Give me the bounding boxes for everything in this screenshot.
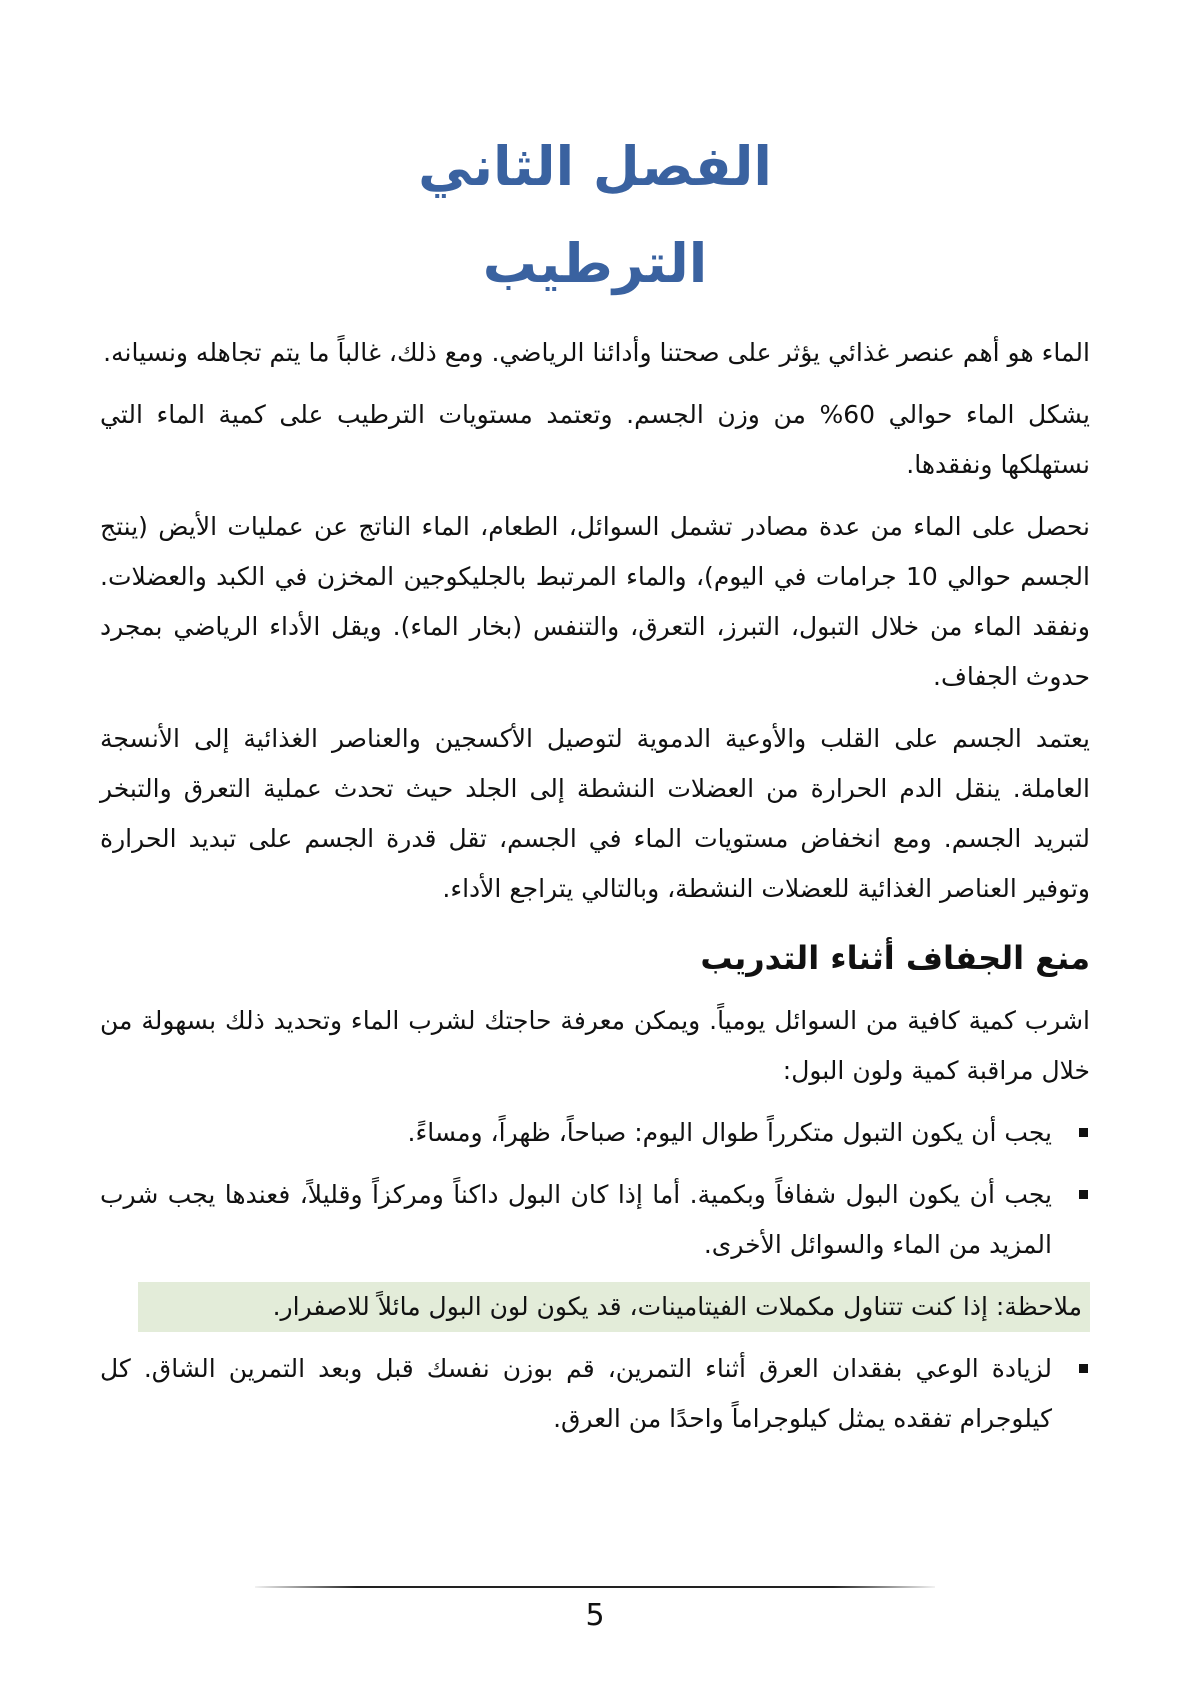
page-number: 5 — [585, 1598, 605, 1633]
list-item — [100, 1108, 1090, 1158]
bullet-list-after-note — [100, 1344, 1090, 1444]
list-item — [100, 1344, 1090, 1444]
square-bullet-icon — [1079, 1364, 1088, 1373]
chapter-topic-title: الترطيب — [482, 232, 708, 296]
body-content — [100, 328, 1090, 1456]
paragraph-body-water: يشكل الماء حوالي 60% من وزن الجسم. وتعتمد مستويات الترطيب على كمية الماء التي نستهلكها ونفقدها. — [100, 400, 1090, 479]
footer-divider — [255, 1586, 935, 1588]
section-heading: منع الجفاف أثناء التدريب — [700, 939, 1090, 977]
square-bullet-icon — [1079, 1190, 1088, 1199]
list-item-text: يجب أن يكون البول شفافاً وبكمية. أما إذا كان البول داكناً ومركزاً وقليلاً، فعندها يجب شرب المزيد من الماء والسوائل الأخرى. — [100, 1180, 1052, 1259]
section-intro: اشرب كمية كافية من السوائل يومياً. ويمكن معرفة حاجتك لشرب الماء وتحديد ذلك بسهولة من خلال مراقبة كمية ولون البول: — [100, 1006, 1090, 1085]
chapter-title — [0, 118, 1190, 312]
paragraph-water-sources: نحصل على الماء من عدة مصادر تشمل السوائل، الطعام، الماء الناتج عن عمليات الأيض (ينتج الجسم حوالي 10 جرامات في اليوم)، والماء المرتبط بالجليكوجين المخزن في الكبد والعضلات. ونفقد الماء من خلال التبول، التبرز، التعرق، والتنفس (بخار الماء). ويقل الأداء الرياضي بمجرد حدوث الجفاف. — [100, 512, 1090, 691]
list-item-text: لزيادة الوعي بفقدان العرق أثناء التمرين، قم بوزن نفسك قبل وبعد التمرين الشاق. كل كيلوجرام تفقده يمثل كيلوجراماً واحدًا من العرق. — [100, 1354, 1052, 1433]
paragraph-circulation: يعتمد الجسم على القلب والأوعية الدموية لتوصيل الأكسجين والعناصر الغذائية إلى الأنسجة العاملة. ينقل الدم الحرارة من العضلات النشطة إلى الجلد حيث تحدث عملية التعرق والتبخر لتبريد الجسم. ومع انخفاض مستويات الماء في الجسم، تقل قدرة الجسم على تبديد الحرارة وتوفير العناصر الغذائية للعضلات النشطة، وبالتالي يتراجع الأداء. — [100, 724, 1090, 903]
list-item-text: يجب أن يكون التبول متكرراً طوال اليوم: صباحاً، ظهراً، ومساءً. — [407, 1118, 1052, 1147]
note-callout: ملاحظة: إذا كنت تتناول مكملات الفيتامينات، قد يكون لون البول مائلاً للاصفرار. — [138, 1282, 1090, 1332]
chapter-number-title: الفصل الثاني — [418, 135, 772, 198]
paragraph-intro: الماء هو أهم عنصر غذائي يؤثر على صحتنا وأدائنا الرياضي. ومع ذلك، غالباً ما يتم تجاهله ونسيانه. — [103, 338, 1090, 367]
bullet-list — [100, 1108, 1090, 1270]
square-bullet-icon — [1079, 1128, 1088, 1137]
list-item — [100, 1170, 1090, 1270]
